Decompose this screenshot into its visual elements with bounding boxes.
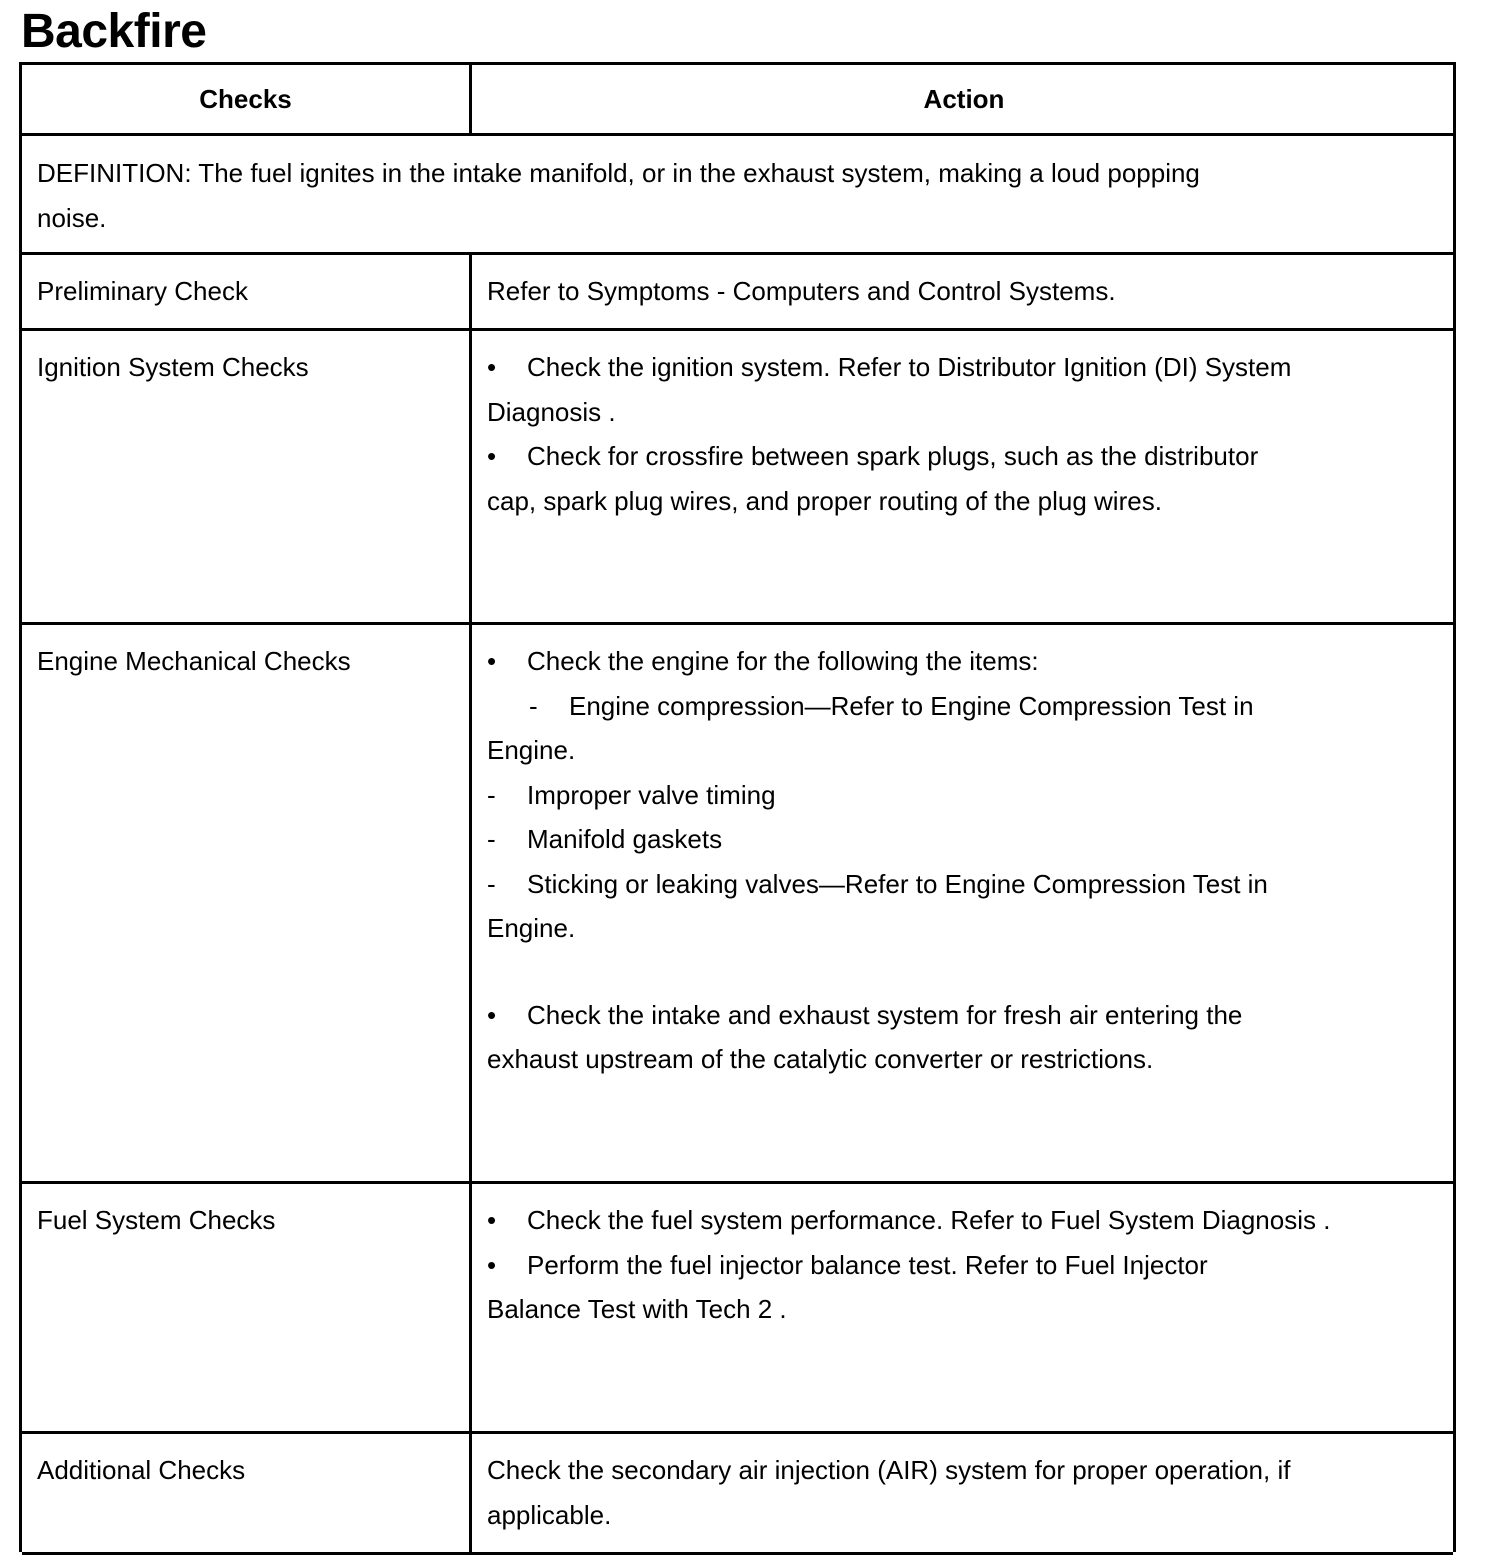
action-line: applicable. [487,1499,612,1530]
definition-line-1: DEFINITION: The fuel ignites in the intake manifold, or in the exhaust system, making a loud popping [37,158,1200,188]
check-label: Engine Mechanical Checks [37,646,351,676]
action-line: • Check the intake and exhaust system for fresh air entering the [487,993,1268,1038]
table-row [22,1434,1453,1555]
action-line: - Sticking or leaking valves—Refer to Engine Compression Test in [487,862,1268,907]
bullet-icon: • [487,352,497,382]
action-text [487,1448,1290,1537]
action-line: • Check the fuel system performance. Refer to Fuel System Diagnosis . [487,1198,1330,1243]
bullet-icon: • [487,1249,497,1280]
action-line: cap, spark plug wires, and proper routing of the plug wires. [487,485,1162,516]
bullet-icon: • [487,441,497,471]
check-label: Ignition System Checks [37,352,309,382]
dash-icon: - [487,779,496,810]
bullet-icon: • [487,999,497,1030]
action-line: Engine. [487,913,576,943]
action-line: Diagnosis . [487,396,616,427]
action-line: exhaust upstream of the catalytic converter or restrictions. [487,1044,1154,1074]
dash-icon: - [487,824,496,854]
page-title: Backfire [21,5,207,58]
header-checks: Checks [199,83,292,114]
action-line: Balance Test with Tech 2 . [487,1294,787,1324]
table-row [22,1184,1453,1434]
action-line: Check the secondary air injection (AIR) system for proper operation, if [487,1455,1291,1485]
column-divider [469,1184,472,1431]
definition-text [37,151,1200,240]
action-text [487,345,1291,523]
action-line: Engine. [487,735,576,765]
action-line: - Improper valve timing [487,773,1268,818]
column-divider [469,625,472,1181]
action-text [487,269,1116,314]
table-header-row [22,65,1453,136]
action-line: • Perform the fuel injector balance test. Refer to Fuel Injector [487,1243,1330,1288]
dash-icon: - [529,690,538,721]
action-line: - Engine compression—Refer to Engine Compression Test in [487,684,1268,729]
column-divider [469,1434,472,1552]
definition-line-2: noise. [37,202,107,233]
check-label: Fuel System Checks [37,1205,276,1235]
bullet-icon: • [487,646,497,676]
table-row [22,255,1453,331]
action-line: • Check for crossfire between spark plugs, such as the distributor [487,434,1291,479]
action-line: • Check the engine for the following the items: [487,639,1268,684]
check-label: Preliminary Check [37,276,248,306]
bullet-icon: • [487,1205,497,1235]
action-text [487,639,1268,1082]
column-divider [469,255,472,328]
definition-row [22,136,1453,255]
action-line: • Check the ignition system. Refer to Distributor Ignition (DI) System [487,345,1291,390]
action-line: Refer to Symptoms - Computers and Control Systems. [487,276,1116,306]
dash-icon: - [487,868,496,899]
check-label: Additional Checks [37,1455,246,1485]
action-text [487,1198,1330,1332]
column-divider [469,331,472,622]
diagnostic-table [19,62,1456,1552]
table-row [22,331,1453,625]
header-action: Action [923,83,1005,114]
action-line: - Manifold gaskets [487,817,1268,862]
table-row [22,625,1453,1184]
